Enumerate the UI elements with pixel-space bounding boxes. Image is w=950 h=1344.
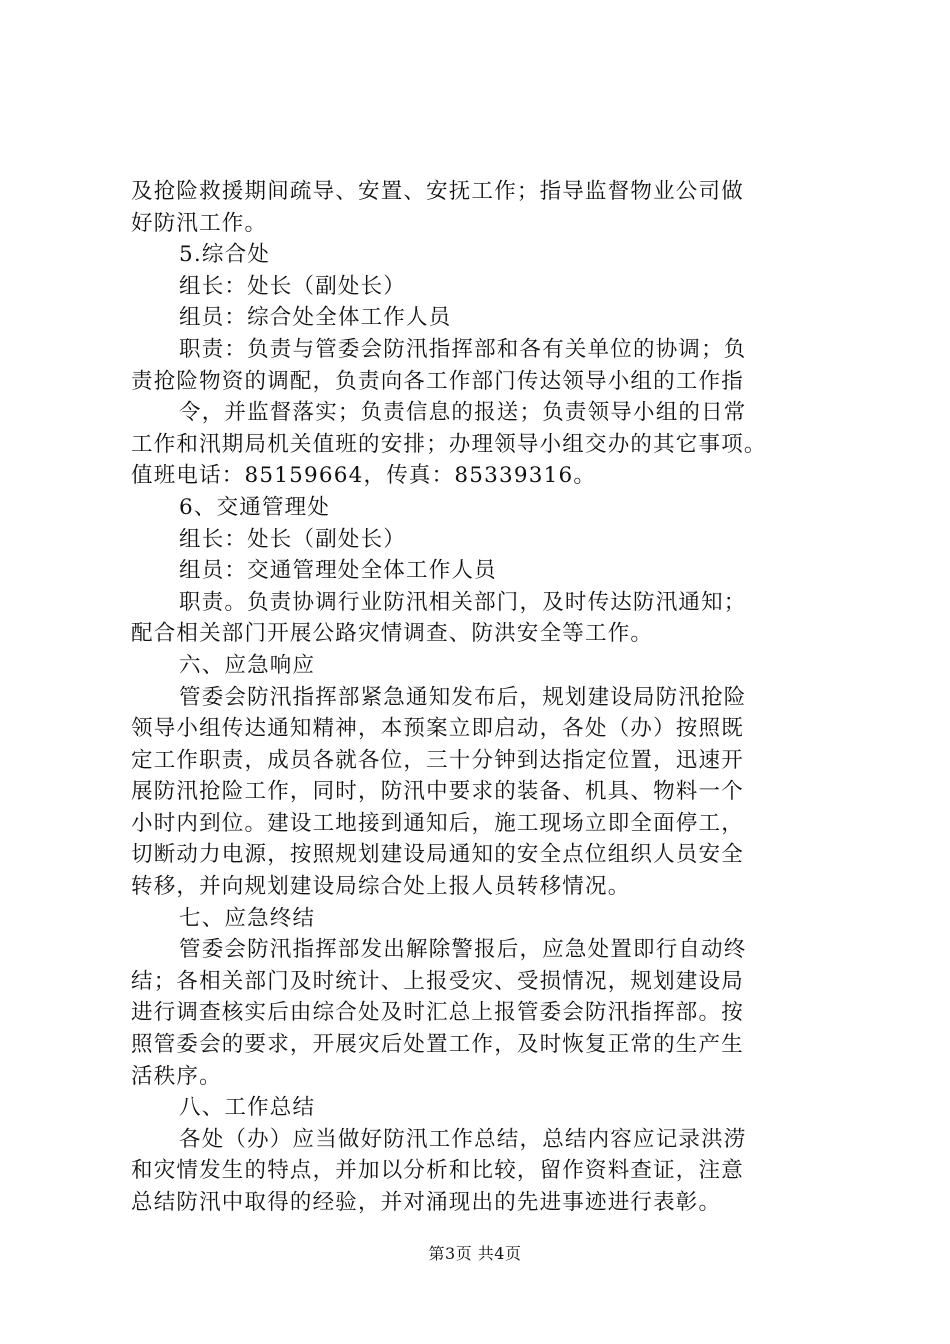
text-line: 小时内到位。建设工地接到通知后，施工现场立即全面停工，: [131, 810, 744, 836]
text-line: 5.综合处: [179, 242, 271, 268]
text-line: 6、交通管理处: [179, 494, 331, 520]
text-line: 及抢险救援期间疏导、安置、安抚工作；指导监督物业公司做: [131, 179, 744, 204]
text-line: 各处（办）应当做好防汛工作总结，总结内容应记录洪涝: [179, 1126, 747, 1152]
text-line: 八、工作总结: [179, 1095, 316, 1121]
text-line: 配合相关部门开展公路灾情调查、防洪安全等工作。: [131, 621, 654, 647]
text-line: 工作和汛期局机关值班的安排；办理领导小组交办的其它事项。: [131, 431, 767, 457]
text-line: 和灾情发生的特点，并加以分析和比较，留作资料查证，注意: [131, 1158, 744, 1184]
text-line: 活秩序。: [131, 1063, 222, 1089]
text-line: 展防汛抢险工作，同时，防汛中要求的装备、机具、物料一个: [131, 779, 744, 805]
text-line: 定工作职责，成员各就各位，三十分钟到达指定位置，迅速开: [131, 747, 744, 773]
text-line: 结；各相关部门及时统计、上报受灾、受损情况，规划建设局: [131, 968, 744, 994]
text-line: 值班电话：85159664，传真：85339316。: [131, 463, 597, 489]
text-line: 总结防汛中取得的经验，并对涌现出的先进事迹进行表彰。: [131, 1190, 722, 1215]
text-line: 职责：负责与管委会防汛指挥部和各有关单位的协调；负: [179, 336, 747, 362]
document-body: [131, 176, 831, 1219]
text-line: 组员：交通管理处全体工作人员: [179, 558, 497, 584]
text-line: 转移，并向规划建设局综合处上报人员转移情况。: [131, 874, 631, 900]
text-line: 组员：综合处全体工作人员: [179, 305, 452, 331]
text-line: 组长：处长（副处长）: [179, 526, 407, 552]
text-line: 七、应急终结: [179, 905, 316, 931]
page-footer: 第3页 共4页: [428, 1244, 522, 1263]
text-line: 令，并监督落实；负责信息的报送；负责领导小组的日常: [179, 400, 747, 426]
text-line: 管委会防汛指挥部发出解除警报后，应急处置即行自动终: [179, 937, 747, 963]
text-line: 组长：处长（副处长）: [179, 273, 407, 299]
text-line: 管委会防汛指挥部紧急通知发布后，规划建设局防汛抢险: [179, 684, 747, 710]
text-line: 切断动力电源，按照规划建设局通知的安全点位组织人员安全: [131, 842, 744, 868]
text-line: 领导小组传达通知精神，本预案立即启动，各处（办）按照既: [131, 716, 744, 742]
text-line: 责抢险物资的调配，负责向各工作部门传达领导小组的工作指: [131, 368, 744, 394]
text-line: 好防汛工作。: [131, 210, 268, 236]
text-line: 进行调查核实后由综合处及时汇总上报管委会防汛指挥部。按: [131, 1000, 744, 1026]
text-line: 六、应急响应: [179, 652, 316, 678]
text-line: 照管委会的要求，开展灾后处置工作，及时恢复正常的生产生: [131, 1032, 744, 1058]
text-line: 职责。负责协调行业防汛相关部门，及时传达防汛通知；: [179, 589, 747, 615]
